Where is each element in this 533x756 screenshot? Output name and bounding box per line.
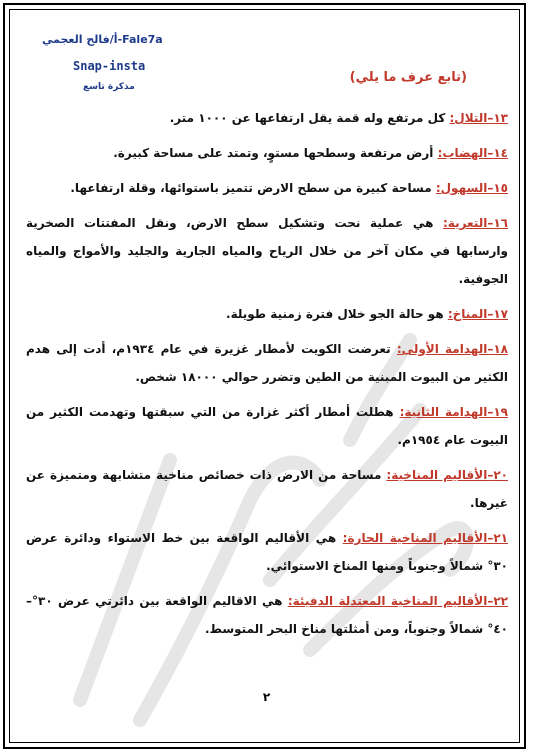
- definition-text: مساحة كبيرة من سطح الارض تتميز باستوائها، وقلة ارتفاعها.: [70, 181, 436, 195]
- definition-item: [26, 104, 508, 132]
- definition-text: كل مرتفع وله قمة يقل ارتفاعها عن ١٠٠٠ متر.: [169, 111, 450, 125]
- definition-term: ١٩–الهدامة الثانية:: [399, 405, 508, 419]
- definition-text: هي عملية نحت وتشكيل سطح الارض، ونقل المفتتات الصخرية وارسابها في مكان آخر من خلال الرياح والمياه الجارية والجليد والأمواج والمياه الجوفية.: [26, 216, 508, 286]
- definition-term: ١٨–الهدامة الأولى:: [396, 342, 508, 356]
- definition-term: ٢١–الأقاليم المناخية الحارة:: [342, 531, 508, 545]
- definition-item: [26, 587, 508, 643]
- definition-item: [26, 461, 508, 517]
- definition-text: هي الأقاليم الواقعة بين خط الاستواء ودائرة عرض ٣٠° شمالاً وجنوباً ومنها المناخ الاستوائي.: [26, 531, 508, 573]
- definition-term: ١٧–المناخ:: [447, 307, 508, 321]
- definition-term: ٢٢–الأقاليم المناخية المعتدلة الدفيئة:: [287, 594, 508, 608]
- definition-text: مساحة من الارض ذات خصائص مناخية متشابهة ومتميزة عن غيرها.: [26, 468, 508, 510]
- definition-item: [26, 174, 508, 202]
- definitions-list: [26, 104, 508, 650]
- definition-term: ١٥–السهول:: [435, 181, 508, 195]
- definition-item: [26, 398, 508, 454]
- page-number: ٢: [262, 690, 271, 704]
- definition-term: ١٣–التلال:: [449, 111, 508, 125]
- note-label: مذكرة تاسع: [83, 82, 135, 92]
- definition-text: أرض مرتفعة وسطحها مستوٍ، وتمتد على مساحة كبيرة.: [113, 146, 438, 160]
- definition-text: هطلت أمطار أكثر غزارة من التي سبقتها وتهدمت الكثير من البيوت عام ١٩٥٤م.: [26, 405, 508, 447]
- site-name: Snap-insta: [73, 59, 146, 73]
- definition-term: ١٤–الهضاب:: [437, 146, 508, 160]
- definition-item: [26, 524, 508, 580]
- definition-item: [26, 209, 508, 293]
- definition-term: ١٦–التعرية:: [443, 216, 508, 230]
- definition-item: [26, 335, 508, 391]
- section-title: (تابع عرف ما يلي): [349, 70, 467, 85]
- definition-text: هي الاقاليم الواقعة بين دائرتي عرض ٣٠°– ٤٠° شمالاً وجنوباً، ومن أمثلتها مناخ البحر المتوسط.: [26, 594, 508, 636]
- definition-text: هو حالة الجو خلال فترة زمنية طويلة.: [226, 307, 448, 321]
- definition-item: [26, 139, 508, 167]
- definition-item: [26, 300, 508, 328]
- author-name: أ/فالح العجمي-Fale7a: [42, 33, 163, 46]
- definition-term: ٢٠–الأقاليم المناخية:: [386, 468, 508, 482]
- definition-text: تعرضت الكويت لأمطار غزيرة في عام ١٩٣٤م، أدت إلى هدم الكثير من البيوت المبنية من الطين وتضرر حوالي ١٨٠٠٠ شخص.: [26, 342, 508, 384]
